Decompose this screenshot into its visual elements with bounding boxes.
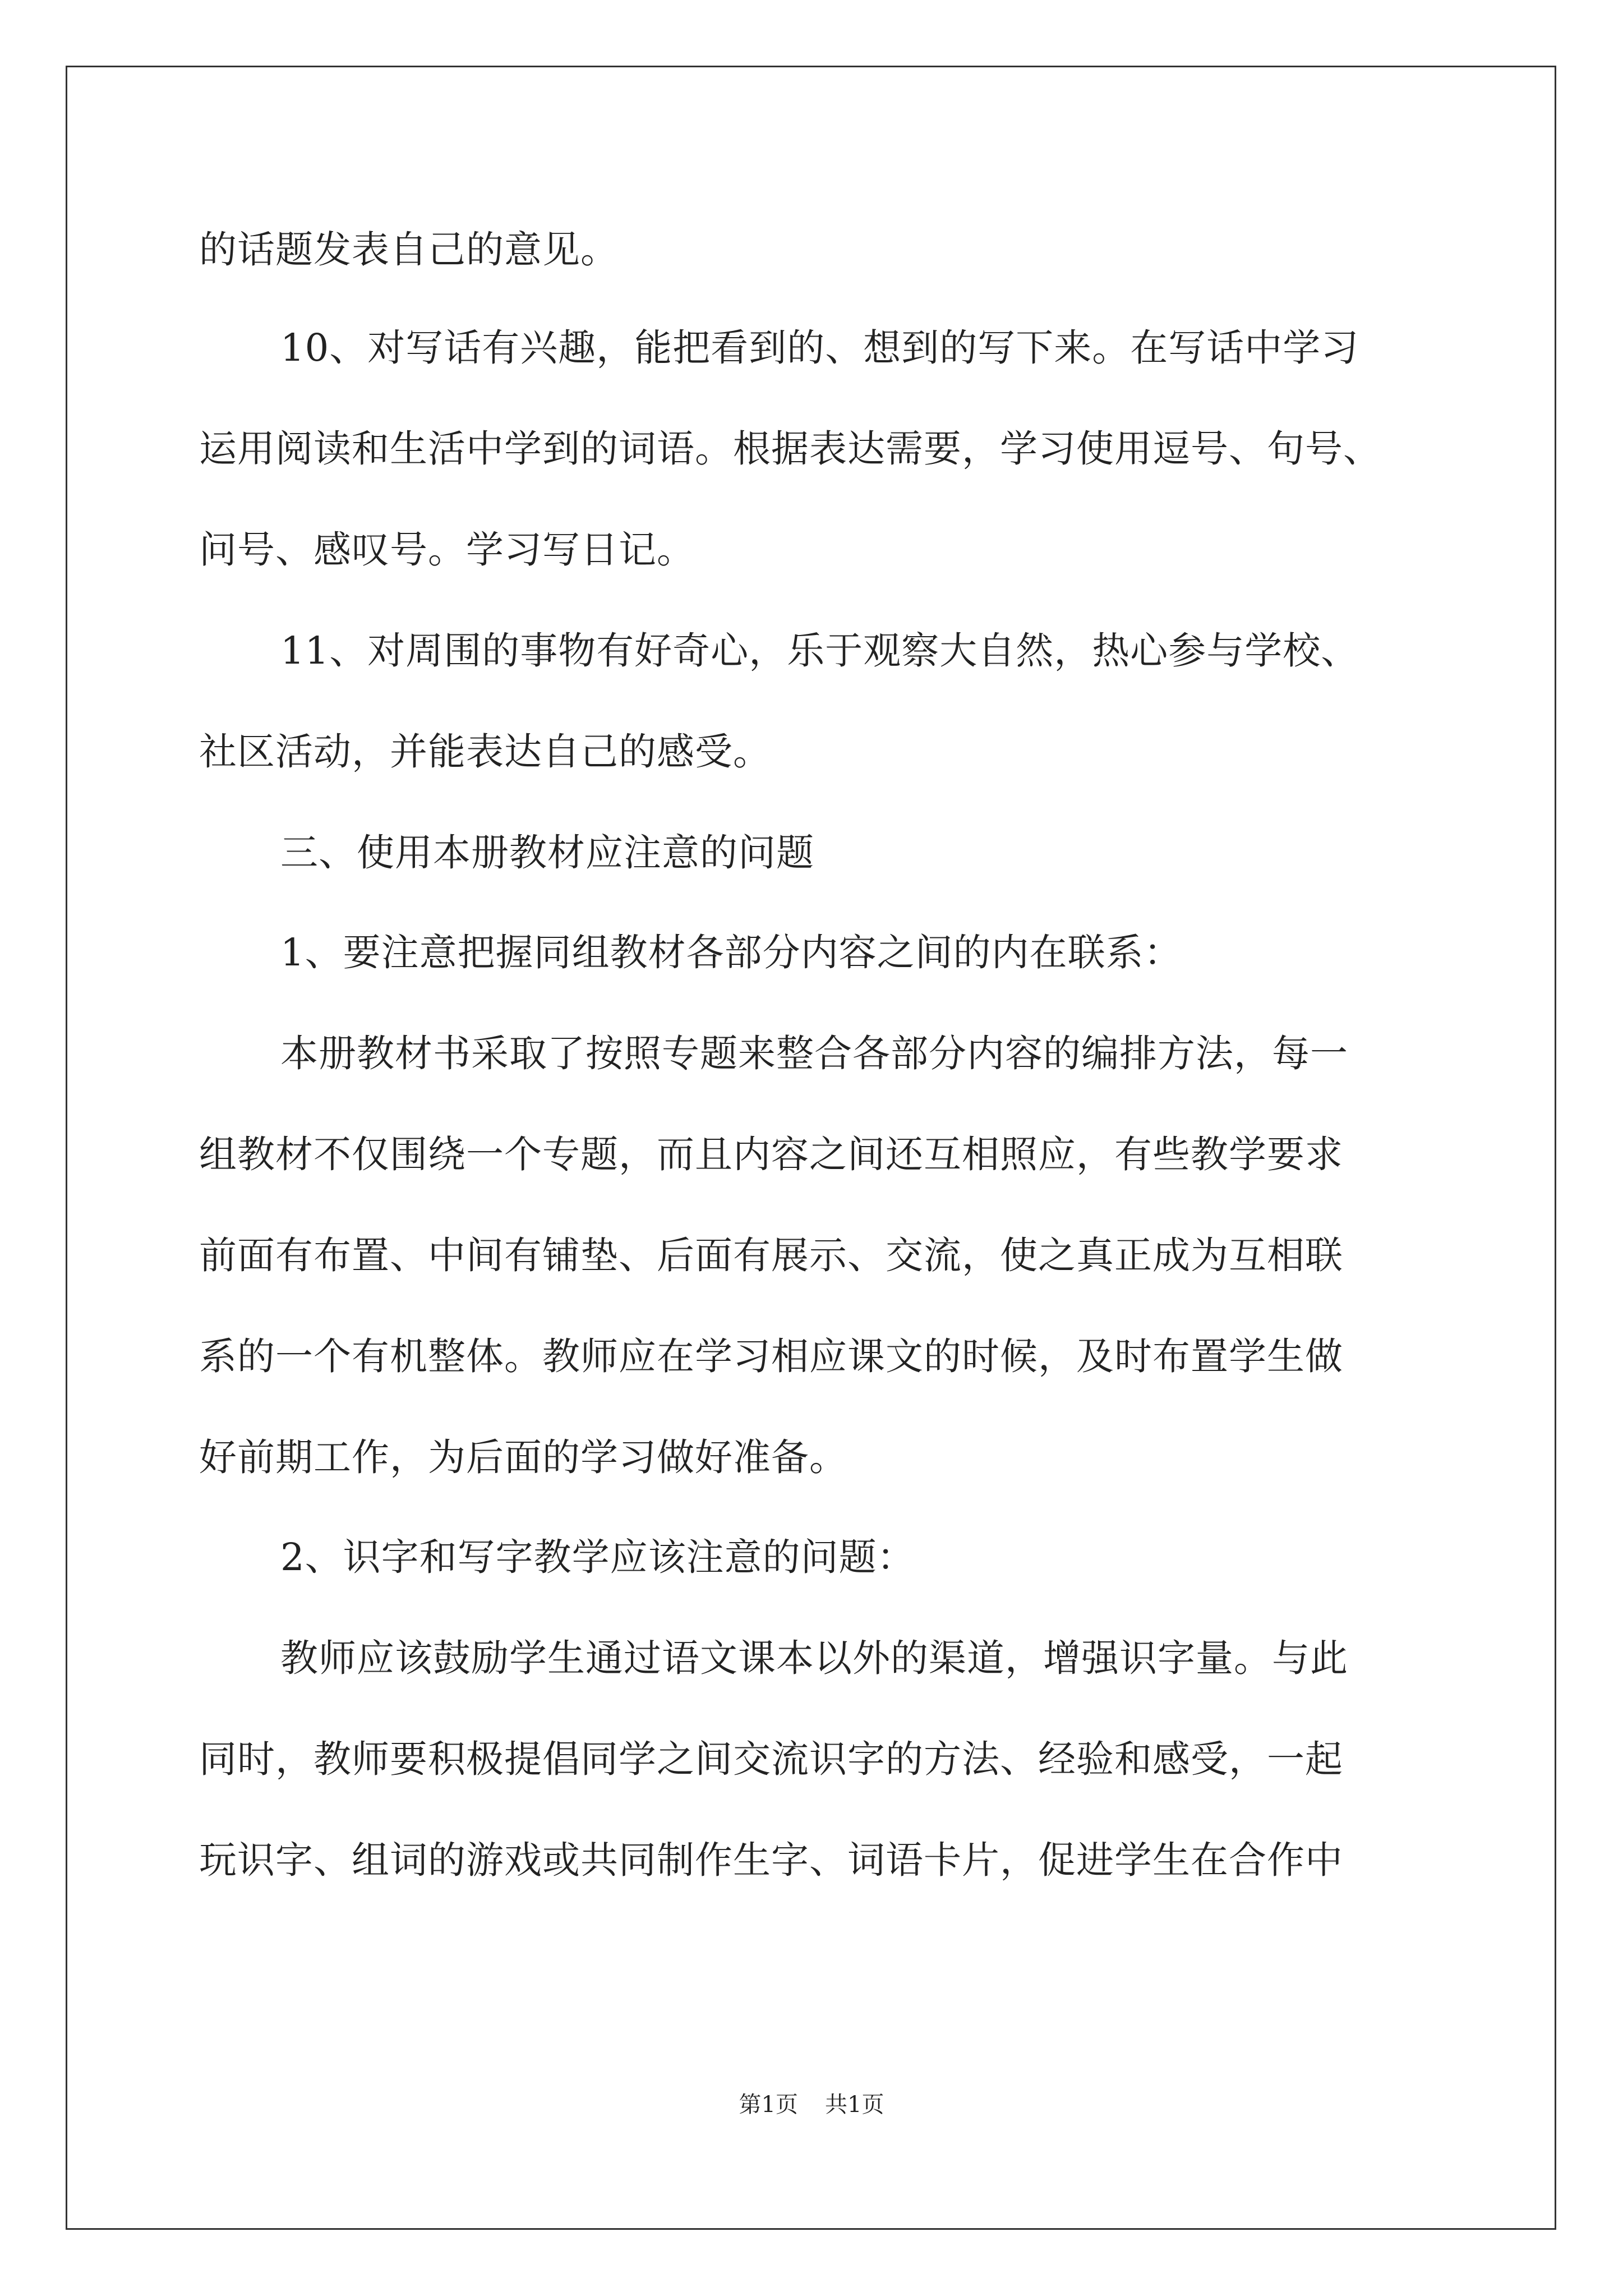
text-line: 本册教材书采取了按照专题来整合各部分内容的编排方法，每一 — [280, 1032, 1348, 1075]
text-line: 系的一个有机整体。教师应在学习相应课文的时候，及时布置学生做 — [199, 1335, 1343, 1378]
text-line: 的话题发表自己的意见。 — [199, 228, 619, 272]
text-line: 玩识字、组词的游戏或共同制作生字、词语卡片，促进学生在合作中 — [199, 1838, 1343, 1882]
subsection-heading: 1、要注意把握同组教材各部分内容之间的内在联系： — [280, 931, 1182, 974]
text-line: 问号、感叹号。学习写日记。 — [199, 528, 695, 572]
text-line: 同时，教师要积极提倡同学之间交流识字的方法、经验和感受，一起 — [199, 1737, 1343, 1781]
text-line: 11、对周围的事物有好奇心，乐于观察大自然，热心参与学校、 — [280, 629, 1359, 673]
page-total: 共1页 — [825, 2092, 884, 2118]
text-line: 10、对写话有兴趣，能把看到的、想到的写下来。在写话中学习 — [280, 326, 1359, 370]
subsection-heading: 2、识字和写字教学应该注意的问题： — [280, 1535, 915, 1579]
page-number: 第1页 — [739, 2092, 798, 2118]
text-line: 组教材不仅围绕一个专题，而且内容之间还互相照应，有些教学要求 — [199, 1133, 1343, 1176]
text-line: 社区活动，并能表达自己的感受。 — [199, 730, 771, 774]
page-footer — [0, 2088, 1623, 2122]
section-heading: 三、使用本册教材应注意的问题 — [280, 831, 814, 875]
text-line: 教师应该鼓励学生通过语文课本以外的渠道，增强识字量。与此 — [280, 1636, 1348, 1680]
text-line: 好前期工作，为后面的学习做好准备。 — [199, 1435, 847, 1479]
text-line: 前面有布置、中间有铺垫、后面有展示、交流，使之真正成为互相联 — [199, 1234, 1343, 1277]
text-line: 运用阅读和生活中学到的词语。根据表达需要，学习使用逗号、句号、 — [199, 427, 1381, 471]
